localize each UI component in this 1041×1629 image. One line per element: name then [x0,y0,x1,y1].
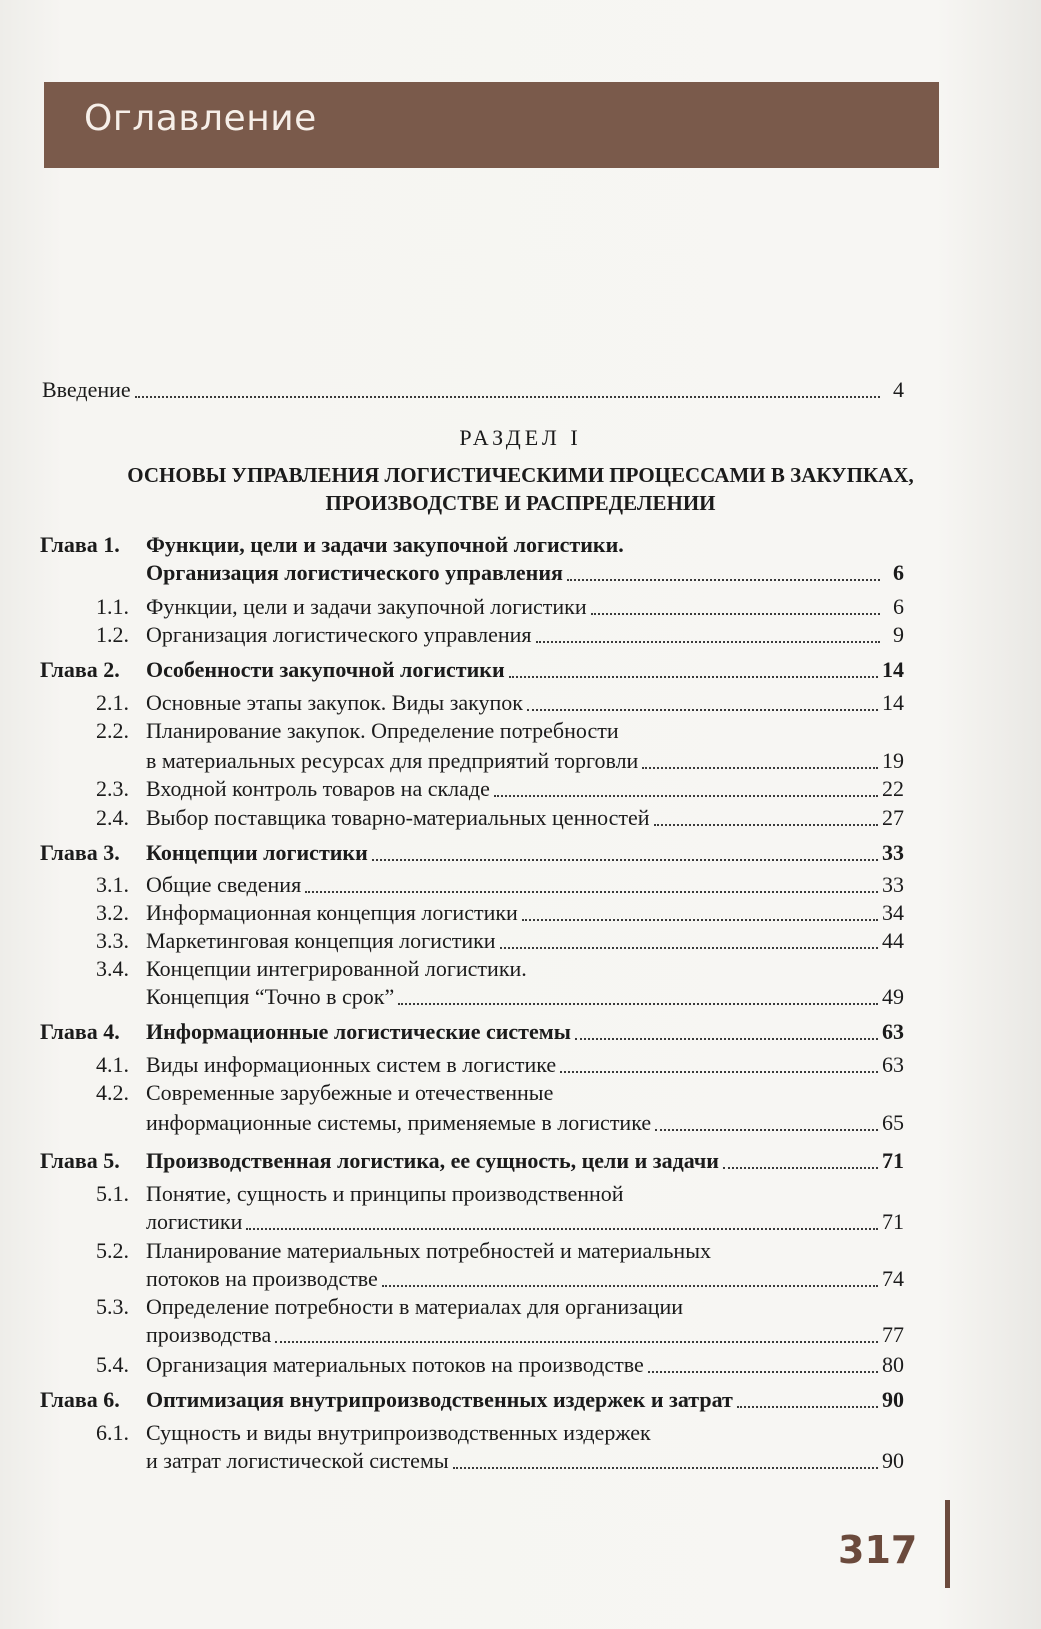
toc-entry-title-continued: логистики [146,1209,243,1234]
toc-page-number: 33 [882,872,904,897]
dot-leader [527,709,878,711]
chapter-number: Глава 4. [40,1019,120,1044]
dot-leader [536,641,880,643]
dot-leader [560,1071,878,1073]
toc-entry-title: Особенности закупочной логистики [146,657,505,682]
dot-leader [246,1228,878,1230]
toc-page-number: 90 [882,1387,904,1412]
toc-page-number: 74 [882,1266,904,1291]
dot-leader [737,1406,878,1408]
toc-page-number: 27 [882,805,904,830]
chapter-number: Глава 5. [40,1148,120,1173]
toc-page-number: 14 [882,690,904,715]
toc-page-number: 80 [882,1352,904,1377]
dot-leader [642,767,878,769]
toc-entry-title-continued: Концепция “Точно в срок” [146,984,395,1009]
section-number: 1.1. [96,594,129,619]
chapter-number: Глава 3. [40,840,120,865]
toc-page-number: 14 [882,657,904,682]
toc-entry-title-continued: информационные системы, применяемые в логистике [146,1110,652,1135]
toc-chapter-entry[interactable] [0,530,1041,560]
dot-leader [723,1167,878,1169]
toc-section-entry[interactable] [0,620,1041,650]
dot-leader [567,579,880,581]
toc-page-number: 34 [882,900,904,925]
section-number: 5.3. [96,1294,129,1319]
toc-section-entry[interactable] [0,1418,1041,1448]
part-title-line1: ОСНОВЫ УПРАВЛЕНИЯ ЛОГИСТИЧЕСКИМИ ПРОЦЕССАМИ В ЗАКУПКАХ, [127,463,914,487]
toc-entry-title-continued: производства [146,1322,272,1347]
toc-entry-title: Производственная логистика, ее сущность, цели и задачи [146,1148,719,1173]
toc-entry-title: Планирование закупок. Определение потребности [146,718,619,743]
toc-entry-continuation[interactable] [0,1446,1041,1476]
dot-leader [275,1341,878,1343]
toc-page-number: 44 [882,928,904,953]
toc-entry-title-continued: и затрат логистической системы [146,1448,449,1473]
toc-page-number: 9 [893,622,904,647]
toc-entry-title-continued: Организация логистического управления [146,560,563,585]
section-number: 5.1. [96,1181,129,1206]
section-number: 1.2. [96,622,129,647]
dot-leader [591,613,880,615]
toc-entry-intro[interactable] [0,375,1041,405]
toc-page-number: 90 [882,1448,904,1473]
section-number: 3.4. [96,956,129,981]
section-number: 2.2. [96,718,129,743]
dot-leader [575,1038,878,1040]
part-title-line2: ПРОИЗВОДСТВЕ И РАСПРЕДЕЛЕНИИ [325,491,716,515]
dot-leader [522,919,878,921]
dot-leader [494,795,878,797]
section-number: 5.2. [96,1238,129,1263]
toc-entry-title: Виды информационных систем в логистике [146,1052,557,1077]
toc-entry-continuation[interactable] [0,1207,1041,1237]
dot-leader [654,824,878,826]
toc-section-entry[interactable] [0,898,1041,928]
section-number: 3.1. [96,872,129,897]
toc-section-entry[interactable] [0,1179,1041,1209]
toc-entry-continuation[interactable] [0,1108,1041,1138]
toc-entry-title: Сущность и виды внутрипроизводственных издержек [146,1420,651,1445]
toc-entry-title: Понятие, сущность и принципы производственной [146,1181,624,1206]
toc-entry-title-continued: потоков на производстве [146,1266,378,1291]
toc-page-number: 71 [882,1148,904,1173]
toc-entry-continuation[interactable] [0,746,1041,776]
toc-entry-title: Маркетинговая концепция логистики [146,928,496,953]
toc-entry-title: Концепции логистики [146,840,368,865]
toc-page-number: 65 [882,1110,904,1135]
dot-leader [453,1467,878,1469]
toc-section-entry[interactable] [0,592,1041,622]
toc-page-number: 33 [882,840,904,865]
dot-leader [500,947,878,949]
chapter-number: Глава 6. [40,1387,120,1412]
folio-rule [945,1500,950,1588]
dot-leader [655,1129,878,1131]
toc-chapter-entry[interactable] [0,1146,1041,1176]
toc-page-number: 4 [893,377,904,402]
toc-entry-title-continued: в материальных ресурсах для предприятий торговли [146,748,639,773]
toc-section-entry[interactable] [0,954,1041,984]
toc-chapter-entry[interactable] [0,1385,1041,1415]
toc-section-entry[interactable] [0,1050,1041,1080]
toc-entry-continuation[interactable] [0,558,1041,588]
section-number: 4.1. [96,1052,129,1077]
toc-entry-title: Концепции интегрированной логистики. [146,956,527,981]
section-number: 5.4. [96,1352,129,1377]
toc-entry-title: Основные этапы закупок. Виды закупок [146,690,523,715]
toc-entry-title: Современные зарубежные и отечественные [146,1080,554,1105]
toc-page-number: 71 [882,1209,904,1234]
toc-section-entry[interactable] [0,1350,1041,1380]
chapter-number: Глава 1. [40,532,120,557]
dot-leader [398,1003,878,1005]
toc-entry-title: Общие сведения [146,872,302,897]
part-label: РАЗДЕЛ I [459,425,582,450]
section-number: 2.3. [96,776,129,801]
dot-leader [382,1285,878,1287]
toc-entry-continuation[interactable] [0,1264,1041,1294]
toc-entry-title: Информационные логистические системы [146,1019,571,1044]
toc-page-number: 22 [882,776,904,801]
toc-entry-title: Организация материальных потоков на производстве [146,1352,644,1377]
toc-section-entry[interactable] [0,1236,1041,1266]
toc-chapter-entry[interactable] [0,655,1041,685]
toc-entry-continuation[interactable] [0,982,1041,1012]
toc-entry-title: Функции, цели и задачи закупочной логистики [146,594,587,619]
toc-section-entry[interactable] [0,1078,1041,1108]
dot-leader [509,676,878,678]
toc-section-entry[interactable] [0,716,1041,746]
toc-section-entry[interactable] [0,870,1041,900]
toc-page-number: 49 [882,984,904,1009]
toc-entry-continuation[interactable] [0,1320,1041,1350]
toc-page-number: 6 [893,594,904,619]
toc-entry-title: Входной контроль товаров на складе [146,776,490,801]
section-number: 2.4. [96,805,129,830]
toc-page-number: 63 [882,1052,904,1077]
dot-leader [372,859,878,861]
section-number: 6.1. [96,1420,129,1445]
toc-entry-title: Оптимизация внутрипроизводственных издержек и затрат [146,1387,733,1412]
toc-chapter-entry[interactable] [0,1017,1041,1047]
section-number: 2.1. [96,690,129,715]
section-number: 3.2. [96,900,129,925]
toc-chapter-entry[interactable] [0,838,1041,868]
toc-section-entry[interactable] [0,774,1041,804]
section-number: 3.3. [96,928,129,953]
toc-entry-title: Функции, цели и задачи закупочной логистики. [146,532,624,557]
dot-leader [305,891,878,893]
toc-page-number: 63 [882,1019,904,1044]
dot-leader [648,1371,878,1373]
page-number: 317 [838,1528,918,1572]
toc-entry-title: Введение [42,377,131,402]
section-number: 4.2. [96,1080,129,1105]
toc-page-number: 77 [882,1322,904,1347]
toc-entry-title: Выбор поставщика товарно-материальных ценностей [146,805,650,830]
toc-section-entry[interactable] [0,1292,1041,1322]
toc-page-number: 19 [882,748,904,773]
toc-entry-title: Информационная концепция логистики [146,900,518,925]
chapter-number: Глава 2. [40,657,120,682]
contents-header-bar [44,82,939,168]
toc-section-entry[interactable] [0,688,1041,718]
toc-entry-title: Организация логистического управления [146,622,532,647]
toc-entry-title: Планирование материальных потребностей и материальных [146,1238,711,1263]
toc-entry-title: Определение потребности в материалах для организации [146,1294,684,1319]
toc-section-entry[interactable] [0,926,1041,956]
contents-title: Оглавление [84,98,317,139]
dot-leader [135,396,880,398]
toc-section-entry[interactable] [0,803,1041,833]
toc-page-number: 6 [893,560,904,585]
